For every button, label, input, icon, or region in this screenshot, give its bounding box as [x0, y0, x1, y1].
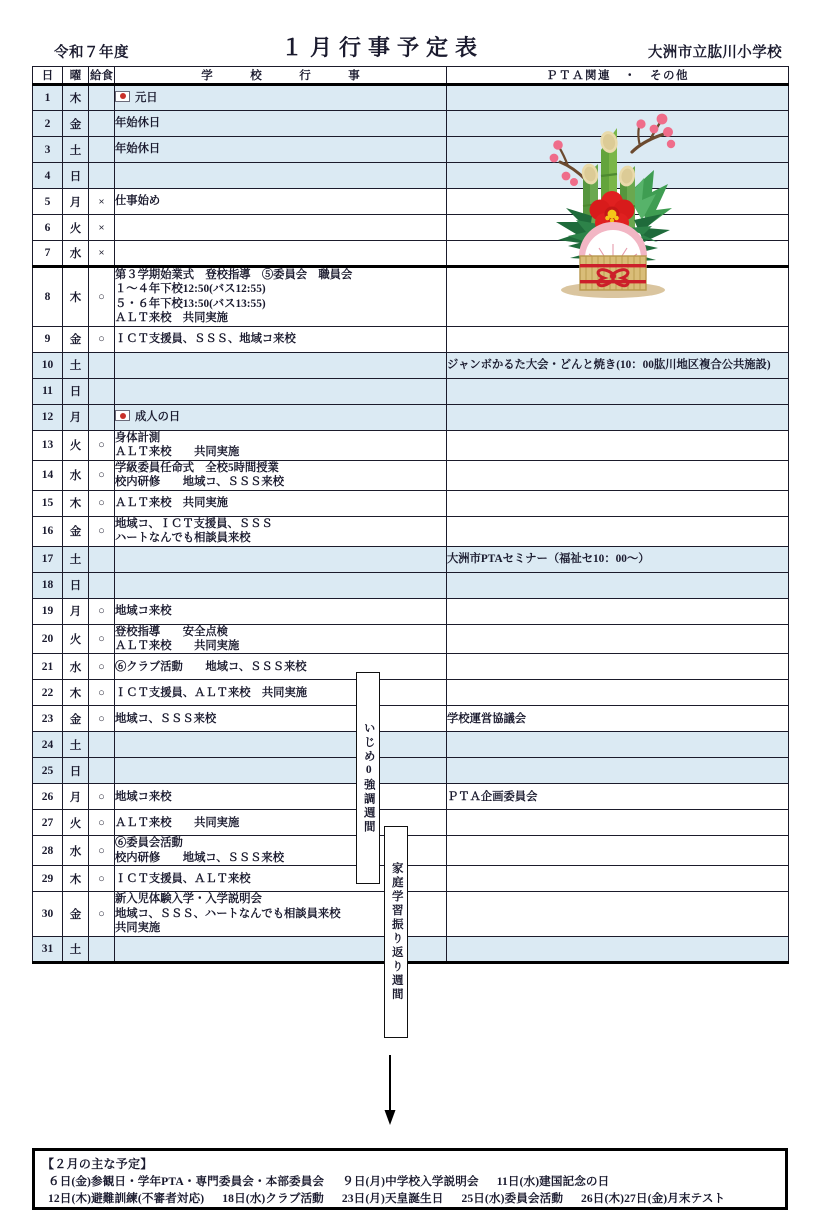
cell-day: 13 [33, 430, 63, 460]
cell-lunch-status: ○ [89, 810, 115, 836]
cell-school-events [115, 784, 447, 810]
cell-pta-other [447, 460, 789, 490]
cell-weekday: 金 [63, 326, 89, 352]
february-schedule-title: 【２月の主な予定】 [42, 1157, 153, 1171]
table-row [33, 137, 789, 163]
cell-day: 25 [33, 758, 63, 784]
feb-item-6: ６日(金)参観日・学年PTA・専門委員会・本部委員会 [48, 1175, 325, 1188]
cell-pta-other [447, 572, 789, 598]
feb-item-18: 18日(水)クラブ活動 [222, 1192, 324, 1205]
cell-day: 23 [33, 706, 63, 732]
event-line: ＡＬＴ来校 共同実施 [115, 639, 240, 652]
cell-weekday: 金 [63, 111, 89, 137]
table-row [33, 624, 789, 654]
cell-weekday: 月 [63, 189, 89, 215]
cell-day: 16 [33, 516, 63, 546]
cell-day: 11 [33, 378, 63, 404]
cell-weekday: 水 [63, 460, 89, 490]
cell-weekday: 水 [63, 241, 89, 267]
cell-lunch-status: ○ [89, 430, 115, 460]
table-row [33, 680, 789, 706]
cell-weekday: 水 [63, 654, 89, 680]
cell-pta-other [447, 810, 789, 836]
cell-lunch-status [89, 163, 115, 189]
event-text: 元日 [135, 91, 158, 104]
cell-day: 17 [33, 546, 63, 572]
event-line: ＩＣＴ支援員、ＡＬＴ来校 [115, 872, 251, 885]
cell-school-events [115, 352, 447, 378]
table-row [33, 404, 789, 430]
japan-flag-icon [115, 91, 130, 102]
cell-day: 7 [33, 241, 63, 267]
cell-weekday: 火 [63, 215, 89, 241]
event-line: 第３学期始業式 登校指導 ⑤委員会 職員会 [115, 269, 353, 281]
cell-day: 30 [33, 892, 63, 936]
col-header-lunch: 給食 [89, 67, 115, 85]
cell-lunch-status: ○ [89, 490, 115, 516]
table-row [33, 732, 789, 758]
cell-school-events [115, 546, 447, 572]
cell-school-events [115, 163, 447, 189]
cell-weekday: 火 [63, 430, 89, 460]
cell-lunch-status: × [89, 215, 115, 241]
table-row [33, 572, 789, 598]
cell-lunch-status [89, 758, 115, 784]
table-row [33, 352, 789, 378]
cell-pta-other [447, 404, 789, 430]
event-line: ＡＬＴ来校 共同実施 [115, 446, 240, 459]
event-line: １～４年下校12:50(バス12:55) [115, 283, 266, 296]
cell-day: 12 [33, 404, 63, 430]
table-row [33, 378, 789, 404]
february-schedule-line-2 [42, 1190, 779, 1206]
cell-school-events [115, 430, 447, 460]
cell-lunch-status: ○ [89, 654, 115, 680]
cell-weekday: 木 [63, 680, 89, 706]
page-title: １月行事予定表 [280, 35, 484, 60]
event-line: 新入児体験入学・入学説明会 [115, 893, 262, 906]
event-line: 年始休日 [115, 117, 161, 130]
cell-lunch-status [89, 378, 115, 404]
cell-pta-other [447, 936, 789, 962]
event-line: ハートなんでも相談員来校 [115, 532, 251, 545]
cell-day: 29 [33, 866, 63, 892]
cell-school-events [115, 654, 447, 680]
cell-day: 8 [33, 267, 63, 327]
cell-lunch-status: ○ [89, 892, 115, 936]
cell-lunch-status [89, 137, 115, 163]
table-row [33, 784, 789, 810]
cell-day: 27 [33, 810, 63, 836]
cell-lunch-status: ○ [89, 866, 115, 892]
table-row [33, 866, 789, 892]
cell-school-events [115, 516, 447, 546]
calendar-table [32, 66, 789, 964]
cell-pta-other [447, 241, 789, 267]
cell-pta-other [447, 111, 789, 137]
event-line: 共同実施 [115, 922, 161, 935]
cell-pta-other [447, 836, 789, 866]
cell-school-events [115, 326, 447, 352]
cell-pta-other [447, 137, 789, 163]
cell-pta-other [447, 490, 789, 516]
japan-flag-icon [115, 410, 130, 421]
cell-day: 2 [33, 111, 63, 137]
table-row [33, 490, 789, 516]
event-line: 仕事始め [115, 195, 161, 208]
cell-day: 10 [33, 352, 63, 378]
cell-weekday: 木 [63, 267, 89, 327]
cell-day: 28 [33, 836, 63, 866]
cell-lunch-status [89, 546, 115, 572]
feb-item-25: 25日(水)委員会活動 [461, 1192, 564, 1205]
feb-item-23: 23日(月)天皇誕生日 [341, 1192, 444, 1205]
cell-lunch-status: ○ [89, 516, 115, 546]
col-header-day: 日 [33, 67, 63, 85]
col-header-school-events: 学 校 行 事 [115, 67, 447, 85]
table-row [33, 598, 789, 624]
cell-weekday: 土 [63, 137, 89, 163]
cell-weekday: 土 [63, 546, 89, 572]
cell-pta-other [447, 758, 789, 784]
cell-weekday: 木 [63, 85, 89, 111]
event-line: 地域コ来校 [115, 790, 172, 803]
cell-school-events [115, 404, 447, 430]
cell-lunch-status: ○ [89, 326, 115, 352]
feb-item-12: 12日(木)避難訓練(不審者対応) [48, 1192, 205, 1205]
document-header [32, 30, 788, 62]
cell-lunch-status: ○ [89, 680, 115, 706]
event-line: 身体計測 [115, 431, 161, 444]
cell-school-events [115, 378, 447, 404]
cell-weekday: 水 [63, 836, 89, 866]
cell-pta-other [447, 163, 789, 189]
cell-pta-other [447, 866, 789, 892]
cell-pta-other: 学校運営協議会 [447, 706, 789, 732]
cell-school-events [115, 758, 447, 784]
cell-lunch-status: ○ [89, 460, 115, 490]
event-line: 地域コ、ＩＣＴ支援員、ＳＳＳ [115, 517, 273, 530]
cell-day: 22 [33, 680, 63, 706]
cell-day: 21 [33, 654, 63, 680]
cell-lunch-status [89, 111, 115, 137]
cell-day: 6 [33, 215, 63, 241]
event-line: ＡＬＴ来校 共同実施 [115, 816, 240, 829]
table-row [33, 215, 789, 241]
cell-school-events [115, 490, 447, 516]
cell-weekday: 木 [63, 490, 89, 516]
cell-weekday: 日 [63, 572, 89, 598]
cell-lunch-status: ○ [89, 624, 115, 654]
event-line: 校内研修 地域コ、ＳＳＳ来校 [115, 476, 285, 489]
cell-pta-other [447, 215, 789, 241]
event-line: ⑥委員会活動 [115, 837, 183, 850]
cell-weekday: 火 [63, 810, 89, 836]
event-line: 年始休日 [115, 143, 161, 156]
cell-lunch-status [89, 572, 115, 598]
february-schedule-line-1 [42, 1173, 779, 1189]
cell-pta-other [447, 732, 789, 758]
cell-weekday: 日 [63, 758, 89, 784]
table-row [33, 516, 789, 546]
cell-lunch-status: ○ [89, 784, 115, 810]
cell-school-events [115, 732, 447, 758]
calendar-table-wrapper [32, 66, 788, 964]
cell-pta-other [447, 326, 789, 352]
table-row [33, 430, 789, 460]
cell-school-events [115, 680, 447, 706]
cell-lunch-status: ○ [89, 706, 115, 732]
cell-school-events [115, 85, 447, 111]
table-body [33, 85, 789, 963]
cell-pta-other [447, 892, 789, 936]
cell-lunch-status [89, 732, 115, 758]
cell-weekday: 金 [63, 516, 89, 546]
cell-school-events [115, 215, 447, 241]
cell-school-events [115, 598, 447, 624]
cell-pta-other [447, 654, 789, 680]
february-schedule-box [32, 1148, 788, 1210]
cell-school-events [115, 241, 447, 267]
event-line: ＩＣＴ支援員、ＡＬＴ来校 共同実施 [115, 686, 308, 699]
cell-day: 20 [33, 624, 63, 654]
table-row [33, 326, 789, 352]
cell-pta-other [447, 430, 789, 460]
cell-pta-other [447, 598, 789, 624]
event-line: 校内研修 地域コ、ＳＳＳ来校 [115, 851, 285, 864]
cell-day: 18 [33, 572, 63, 598]
cell-lunch-status: × [89, 189, 115, 215]
cell-day: 15 [33, 490, 63, 516]
cell-lunch-status [89, 936, 115, 962]
cell-pta-other [447, 267, 789, 327]
event-line: ＡＬＴ来校 共同実施 [115, 496, 228, 509]
cell-lunch-status [89, 404, 115, 430]
cell-weekday: 金 [63, 706, 89, 732]
cell-school-events [115, 111, 447, 137]
table-row [33, 810, 789, 836]
event-line: ＩＣＴ支援員、ＳＳＳ、地域コ来校 [115, 333, 296, 346]
cell-day: 5 [33, 189, 63, 215]
cell-weekday: 月 [63, 404, 89, 430]
cell-day: 19 [33, 598, 63, 624]
col-header-pta: ＰＴＡ関連 ・ その他 [447, 67, 789, 85]
table-header [33, 67, 789, 85]
event-line: 学級委員任命式 全校5時間授業 [115, 461, 279, 474]
table-row [33, 189, 789, 215]
table-row [33, 936, 789, 962]
event-line: 地域コ、ＳＳＳ来校 [115, 712, 217, 725]
feb-item-9: ９日(月)中学校入学説明会 [342, 1175, 479, 1188]
cell-school-events [115, 624, 447, 654]
cell-weekday: 土 [63, 732, 89, 758]
cell-day: 4 [33, 163, 63, 189]
cell-pta-other: 大洲市PTAセミナー（福祉セ10：00～） [447, 546, 789, 572]
event-text: 成人の日 [135, 411, 181, 424]
table-row [33, 460, 789, 490]
cell-pta-other [447, 189, 789, 215]
event-line: ⑥クラブ活動 地域コ、ＳＳＳ来校 [115, 660, 307, 673]
cell-weekday: 金 [63, 892, 89, 936]
cell-school-events [115, 137, 447, 163]
school-name: 大洲市立肱川小学校 [647, 45, 782, 61]
cell-weekday: 土 [63, 936, 89, 962]
cell-school-events [115, 189, 447, 215]
table-row [33, 706, 789, 732]
table-row [33, 241, 789, 267]
col-header-weekday: 曜 [63, 67, 89, 85]
down-arrow-icon [383, 1055, 397, 1127]
cell-school-events [115, 706, 447, 732]
banner-ijime-zero-week: いじめ0強調週間 [356, 672, 380, 884]
event-line [115, 410, 446, 424]
event-line: ５・６年下校13:50(バス13:55) [115, 297, 266, 310]
cell-pta-other [447, 85, 789, 111]
event-line: ＡＬＴ来校 共同実施 [115, 312, 228, 325]
cell-weekday: 月 [63, 784, 89, 810]
cell-day: 9 [33, 326, 63, 352]
cell-pta-other [447, 680, 789, 706]
table-row [33, 267, 789, 327]
table-row [33, 85, 789, 111]
cell-weekday: 日 [63, 378, 89, 404]
cell-pta-other [447, 516, 789, 546]
table-row [33, 163, 789, 189]
cell-lunch-status: ○ [89, 836, 115, 866]
cell-day: 26 [33, 784, 63, 810]
cell-school-events [115, 460, 447, 490]
cell-school-events [115, 267, 447, 327]
cell-day: 31 [33, 936, 63, 962]
cell-lunch-status [89, 352, 115, 378]
cell-day: 24 [33, 732, 63, 758]
table-row [33, 111, 789, 137]
table-row [33, 654, 789, 680]
banner-home-study-review-week: 家庭学習振り返り週間 [384, 826, 408, 1038]
cell-weekday: 月 [63, 598, 89, 624]
table-row [33, 892, 789, 936]
cell-weekday: 土 [63, 352, 89, 378]
table-row [33, 546, 789, 572]
cell-day: 14 [33, 460, 63, 490]
cell-weekday: 火 [63, 624, 89, 654]
cell-pta-other [447, 624, 789, 654]
feb-item-26-27: 26日(木)27日(金)月末テスト [581, 1192, 726, 1205]
cell-day: 3 [33, 137, 63, 163]
cell-day: 1 [33, 85, 63, 111]
cell-lunch-status: ○ [89, 267, 115, 327]
cell-lunch-status: ○ [89, 598, 115, 624]
cell-pta-other: ＰＴＡ企画委員会 [447, 784, 789, 810]
cell-lunch-status [89, 85, 115, 111]
event-line [115, 91, 446, 105]
event-line: 地域コ、ＳＳＳ、ハートなんでも相談員来校 [115, 907, 341, 920]
event-line: 登校指導 安全点検 [115, 625, 228, 638]
table-row [33, 758, 789, 784]
cell-lunch-status: × [89, 241, 115, 267]
cell-pta-other [447, 378, 789, 404]
era-label: 令和７年度 [54, 45, 129, 61]
table-row [33, 836, 789, 866]
cell-pta-other: ジャンボかるた大会・どんと焼き(10：00肱川地区複合公共施設) [447, 352, 789, 378]
cell-weekday: 木 [63, 866, 89, 892]
cell-school-events [115, 572, 447, 598]
cell-weekday: 日 [63, 163, 89, 189]
feb-item-11: 11日(水)建国記念の日 [496, 1175, 610, 1188]
event-line: 地域コ来校 [115, 604, 172, 617]
